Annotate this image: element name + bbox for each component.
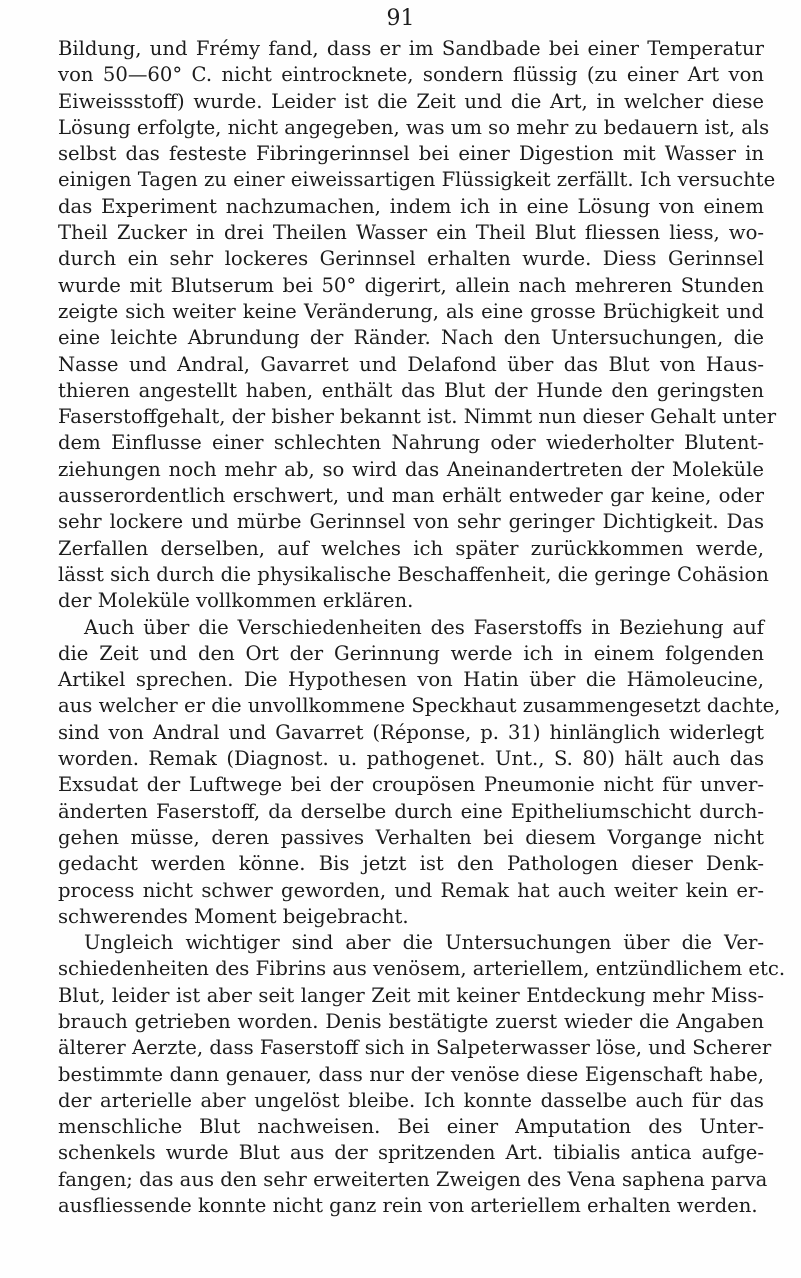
body-text	[58, 36, 786, 1219]
text-line: durch ein sehr lockeres Gerinnsel erhalten wurde. Diess Gerinnsel	[58, 247, 764, 271]
text-line: Artikel sprechen. Die Hypothesen von Hatin über die Hämoleucine,	[58, 668, 764, 692]
text-line: schenkels wurde Blut aus der spritzenden Art. tibialis antica aufge-	[58, 1141, 764, 1165]
text-line: fangen; das aus den sehr erweiterten Zweigen des Vena saphena parva	[58, 1167, 768, 1191]
text-line: älterer Aerzte, dass Faserstoff sich in Salpeterwasser löse, und Scherer	[58, 1036, 772, 1060]
text-line: Blut, leider ist aber seit langer Zeit mit keiner Entdeckung mehr Miss-	[58, 983, 764, 1007]
text-line: Lösung erfolgte, nicht angegeben, was um so mehr zu bedauern ist, als	[58, 115, 770, 139]
text-line: sehr lockere und mürbe Gerinnsel von sehr geringer Dichtigkeit. Das	[58, 510, 764, 534]
text-line: von 50—60° C. nicht eintrocknete, sondern flüssig (zu einer Art von	[58, 63, 764, 87]
text-line: Auch über die Verschiedenheiten des Faserstoffs in Beziehung auf	[84, 615, 764, 639]
text-line: Bildung, und Frémy fand, dass er im Sandbade bei einer Temperatur	[58, 37, 764, 60]
text-line: der Moleküle vollkommen erklären.	[58, 589, 414, 613]
text-line: wurde mit Blutserum bei 50° digerirt, allein nach mehreren Stunden	[58, 273, 764, 297]
text-line: worden. Remak (Diagnost. u. pathogenet. Unt., S. 80) hält auch das	[58, 747, 764, 771]
paragraph-2	[58, 615, 781, 931]
text-line: brauch getrieben worden. Denis bestätigte zuerst wieder die Angaben	[58, 1009, 764, 1033]
text-line: ausserordentlich erschwert, und man erhält entweder gar keine, oder	[58, 484, 764, 508]
text-line: Exsudat der Luftwege bei der croupösen Pneumonie nicht für unver-	[58, 773, 764, 797]
text-line: Eiweissstoff) wurde. Leider ist die Zeit und die Art, in welcher diese	[58, 89, 764, 113]
text-line: Ungleich wichtiger sind aber die Untersuchungen über die Ver-	[84, 931, 764, 955]
text-line: zeigte sich weiter keine Veränderung, als eine grosse Brüchigkeit und	[58, 299, 764, 323]
page-number: 91	[386, 6, 415, 31]
text-line: Zerfallen derselben, auf welches ich später zurückkommen werde,	[58, 536, 764, 560]
text-line: ausfliessende konnte nicht ganz rein von arteriellem erhalten werden.	[58, 1194, 758, 1218]
text-line: menschliche Blut nachweisen. Bei einer Amputation des Unter-	[58, 1115, 764, 1139]
text-line: dem Einflusse einer schlechten Nahrung oder wiederholter Blutent-	[58, 431, 764, 455]
paragraph-3	[58, 930, 786, 1219]
text-line: selbst das festeste Fibringerinnsel bei einer Digestion mit Wasser in	[58, 142, 764, 166]
text-line: einigen Tagen zu einer eiweissartigen Flüssigkeit zerfällt. Ich versuchte	[58, 168, 776, 192]
text-line: sind von Andral und Gavarret (Réponse, p. 31) hinlänglich widerlegt	[58, 720, 764, 744]
text-line: gehen müsse, deren passives Verhalten bei diesem Vorgange nicht	[58, 825, 764, 849]
text-line: process nicht schwer geworden, und Remak hat auch weiter kein er-	[58, 878, 764, 902]
text-line: aus welcher er die unvollkommene Speckhaut zusammengesetzt dachte,	[58, 694, 781, 718]
text-line: Theil Zucker in drei Theilen Wasser ein Theil Blut fliessen liess, wo-	[58, 221, 764, 245]
paragraph-1	[58, 36, 777, 615]
text-line: die Zeit und den Ort der Gerinnung werde ich in einem folgenden	[58, 641, 764, 665]
text-line: Faserstoffgehalt, der bisher bekannt ist. Nimmt nun dieser Gehalt unter	[58, 405, 777, 429]
text-line: änderten Faserstoff, da derselbe durch eine Epitheliumschicht durch-	[58, 799, 764, 823]
text-line: das Experiment nachzumachen, indem ich in eine Lösung von einem	[58, 194, 764, 218]
text-line: Nasse und Andral, Gavarret und Delafond über das Blut von Haus-	[58, 352, 764, 376]
text-line: thieren angestellt haben, enthält das Blut der Hunde den geringsten	[58, 378, 764, 402]
text-line: ziehungen noch mehr ab, so wird das Aneinandertreten der Moleküle	[58, 457, 764, 481]
text-line: lässt sich durch die physikalische Beschaffenheit, die geringe Cohäsion	[58, 562, 769, 586]
text-line: schiedenheiten des Fibrins aus venösem, arteriellem, entzündlichem etc.	[58, 957, 786, 981]
text-line: gedacht werden könne. Bis jetzt ist den Pathologen dieser Denk-	[58, 852, 764, 876]
text-line: eine leichte Abrundung der Ränder. Nach den Untersuchungen, die	[58, 326, 764, 350]
text-line: bestimmte dann genauer, dass nur der venöse diese Eigenschaft habe,	[58, 1062, 764, 1086]
text-line: der arterielle aber ungelöst bleibe. Ich konnte dasselbe auch für das	[58, 1088, 764, 1112]
text-line: schwerendes Moment beigebracht.	[58, 904, 409, 928]
